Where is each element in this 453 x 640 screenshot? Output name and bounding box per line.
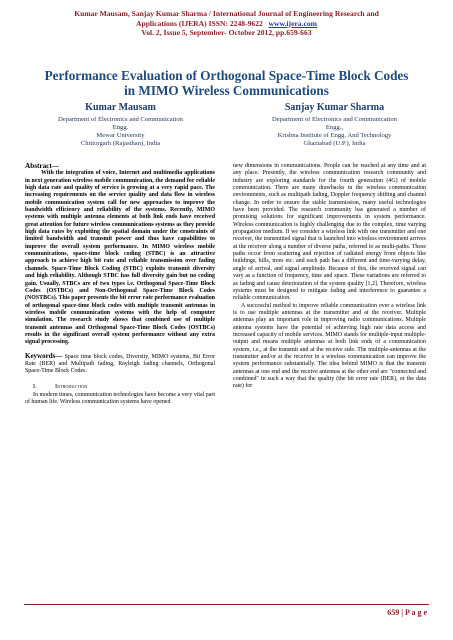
author-1-affiliation-line: Chittorgarh (Rajasthan), India — [80, 140, 161, 147]
introduction-text: In modern times, communication technologies have become a very vital part of human life. Wireless communication systems have opened — [25, 391, 215, 406]
keywords-label: Keywords— — [25, 351, 63, 360]
author-1-affiliation-line: Engg. — [112, 124, 129, 131]
author-2-affiliation-line: Engg., — [325, 124, 344, 131]
paper-title-line-1: Performance Evaluation of Orthogonal Space-Time Block Codes — [44, 68, 409, 83]
journal-website-link[interactable]: www.ijera.com — [268, 18, 317, 28]
author-1-affiliation-line: Department of Electronics and Communication — [58, 116, 183, 123]
section-number: I. — [33, 382, 37, 390]
left-column — [25, 163, 215, 407]
keywords — [25, 353, 215, 376]
keywords-text: Space time block codes, Diversity, MIMO systems, Bit Error Rate (BER) and Multipath fading, Rayleigh fading channels, Orthogonal Space-Time Block Codes. — [25, 353, 215, 375]
author-1 — [28, 101, 213, 148]
journal-header-line-1: Kumar Mausam, Sanjay Kumar Sharma / International Journal of Engineering Research and — [74, 9, 379, 18]
author-2-affiliation-line: Department of Electronics and Communication — [272, 116, 397, 123]
paper-title-line-2: in MIMO Wireless Communications — [124, 83, 329, 98]
abstract-text: With the integration of voice, Internet and multimedia applications in next generation wireless mobile communication, the demand for reliable high data rate and quality of service is growing at a very rapid pace. The increasing requirements on the service quality and data flow in wireless mobile communication system call for new approaches to improve the bandwidth efficiency and reliability of the systems. Recently, MIMO systems with multiple antenna elements at both link ends have received great attention for future wireless communications systems as they provide high data rates by exploiting the spatial domain under the constraints of limited bandwidth and transmit power and thus have capabilities to improve the overall system performance. In MIMO wireless mobile communications, space-time block coding (STBC) is an attractive approach to achieve high bit rate and reliable transmission over fading channels. Space-Time Block Coding (STBC) exploits transmit diversity and high reliability. Although STBC has full diversity gain but no coding gain. Usually, STBCs are of two types i.e. Orthogonal Space-Time Block Codes (OSTBCs) and Non-Orthogonal Space-Time Block Codes (NOSTBCs). This paper presents the bit error rate performance evaluation of orthogonal space-time block codes with multiple transmit antennas in wireless mobile communication systems with the help of computer simulation. The research study shows that combined use of multiple transmit antennas and Orthogonal Space-Time Block Codes (OSTBCs) results in the significant overall system performance without any extra signal processing. — [25, 170, 215, 346]
author-2 — [242, 101, 427, 148]
journal-header-line-3: Vol. 2, Issue 5, September- October 2012, pp.659-663 — [141, 28, 312, 38]
journal-header — [24, 9, 429, 38]
author-1-affiliation-line: Mewar University — [96, 132, 145, 139]
section-heading — [25, 383, 215, 390]
author-2-affiliation-line: Krishna Institute of Engg. And Technology — [277, 132, 392, 139]
issn-text: Applications (IJERA) ISSN: 2248-9622 — [136, 18, 263, 28]
page-number: 659 | P a g e — [387, 608, 427, 617]
right-column — [233, 163, 426, 391]
abstract-label: Abstract— — [25, 162, 59, 170]
section-title: Introduction — [55, 382, 88, 390]
paper-title — [22, 68, 431, 98]
body-paragraph: A successful method to improve reliable communication over a wireless link is to use multiple antennas at the transmitter and at the receiver. Multiple antennas play an important role in improving radio communications. Multiple antenna systems have the potential of achieving high rate data access and increased capacity of mobile services. MIMO stands for multiple-input multiple-output and means multiple antennas at both link ends of a communication system, i.e., at the transmit and at the receive side. The multiple-antennas at the transmitter and/or at the receiver in a wireless communication can improve the system performance substantially. The idea behind MIMO is that the transmit antennas at one end and the receive antennas at the other end are "connected and combined" in such a way that the quality (the bit error rate (BER), or the data rate) for — [233, 302, 426, 390]
journal-header-line-2 — [24, 19, 429, 29]
author-1-name: Kumar Mausam — [85, 102, 156, 113]
author-2-name: Sanjay Kumar Sharma — [284, 102, 385, 113]
footer-rule — [24, 604, 429, 605]
body-paragraph: new dimensions in communications. People can be reached at any time and at any place. Presently, the wireless communication research community and industry are exploring standards for the fourth generation (4G) of mobile communication. There are many drawbacks in the wireless communication environments, such as multipath fading, Doppler frequency shifting and channel change. In order to ensure the stable transmission, many useful technologies have been provided. The research community has generated a number of promising solutions for significant improvements in system performance. Wireless communication is highly challenging due to the complex, time varying propagation medium. If we consider a wireless link with one transmitter and one receiver, the transmitted signal that is launched into wireless environment arrives at the receiver along a number of diverse paths, referred to as multi-paths. These paths occur from scattering and rejection of radiated energy from objects like buildings, hills, trees etc. and each path has a different and time-varying delay, angle of arrival, and signal amplitude. Because of this, the received signal can vary as a function of frequency, time and space. These variations are referred to as fading and cause deterioration of the system quality [1,2]. Therefore, wireless systems must be designed to mitigate fading and interference to guarantee a reliable communication. — [233, 163, 426, 302]
author-2-affiliation-line: Ghaziabad (U.P.), India — [303, 140, 366, 147]
